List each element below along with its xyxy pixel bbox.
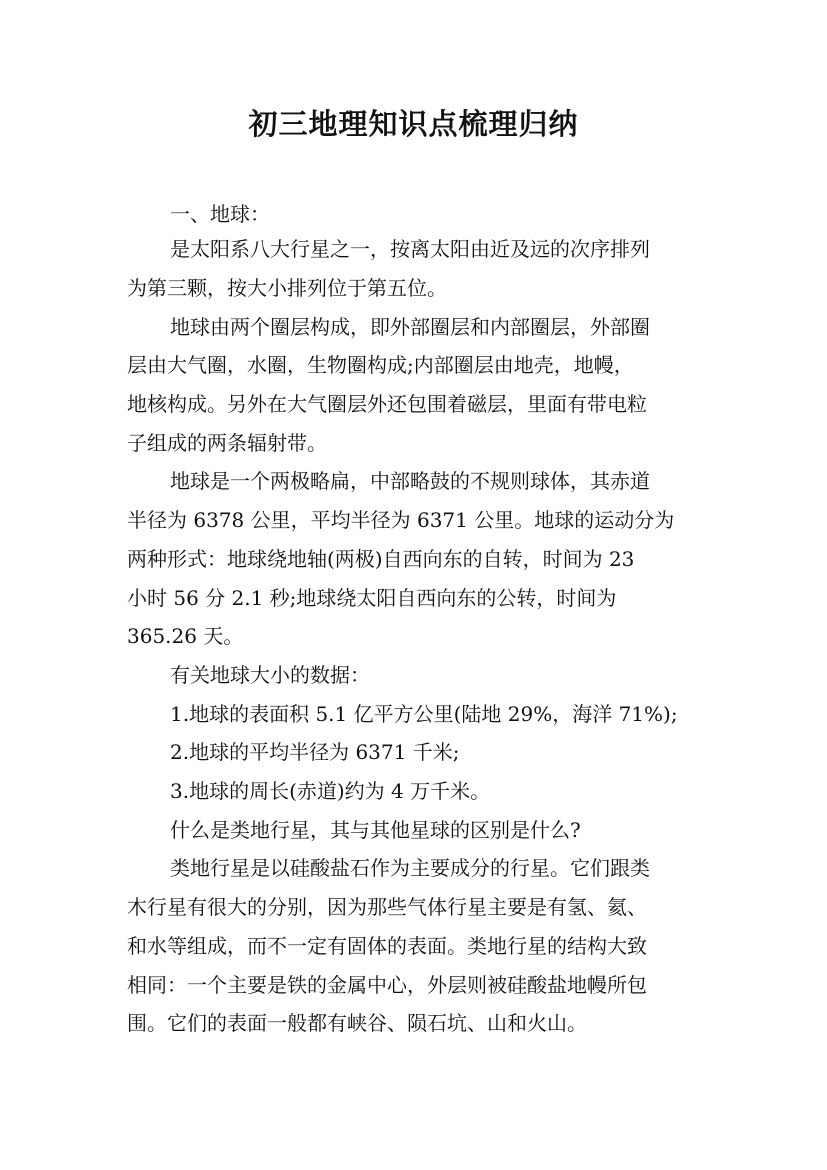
document-title: 初三地理知识点梳理归纳 [248,107,579,141]
paragraph-line: 半径为 6378 公里，平均半径为 6371 公里。地球的运动分为 [127,508,675,532]
paragraph-line: 是太阳系八大行星之一，按离太阳由近及远的次序排列 [170,237,650,261]
paragraph-line: 为第三颗，按大小排列位于第五位。 [127,276,447,300]
list-item: 3.地球的周长(赤道)约为 4 万千米。 [170,779,491,803]
paragraph-line: 两种形式：地球绕地轴(两极)自西向东的自转，时间为 23 [127,547,635,571]
paragraph-line: 和水等组成，而不一定有固体的表面。类地行星的结构大致 [127,934,647,958]
paragraph-line: 365.26 天。 [127,624,244,648]
paragraph-line: 地球是一个两极略扁，中部略鼓的不规则球体，其赤道 [170,469,650,493]
paragraph-line: 相同：一个主要是铁的金属中心，外层则被硅酸盐地幔所包 [127,973,647,997]
list-heading: 有关地球大小的数据： [170,663,370,687]
paragraph-line: 子组成的两条辐射带。 [127,431,327,455]
section-heading-earth: 一、地球： [170,202,270,226]
paragraph-line: 木行星有很大的分别，因为那些气体行星主要是有氢、氦、 [127,895,647,919]
question-heading: 什么是类地行星，其与其他星球的区别是什么? [170,818,581,842]
list-item: 1.地球的表面积 5.1 亿平方公里(陆地 29%，海洋 71%); [170,702,678,726]
list-item: 2.地球的平均半径为 6371 千米; [170,740,460,764]
paragraph-line: 地核构成。另外在大气圈层外还包围着磁层，里面有带电粒 [127,392,647,416]
paragraph-line: 小时 56 分 2.1 秒;地球绕太阳自西向东的公转，时间为 [127,586,617,610]
paragraph-line: 地球由两个圈层构成，即外部圈层和内部圈层，外部圈 [170,315,650,339]
paragraph-line: 围。它们的表面一般都有峡谷、陨石坑、山和火山。 [127,1011,587,1035]
paragraph-line: 类地行星是以硅酸盐石作为主要成分的行星。它们跟类 [170,856,650,880]
paragraph-line: 层由大气圈，水圈，生物圈构成;内部圈层由地壳，地幔， [127,353,634,377]
